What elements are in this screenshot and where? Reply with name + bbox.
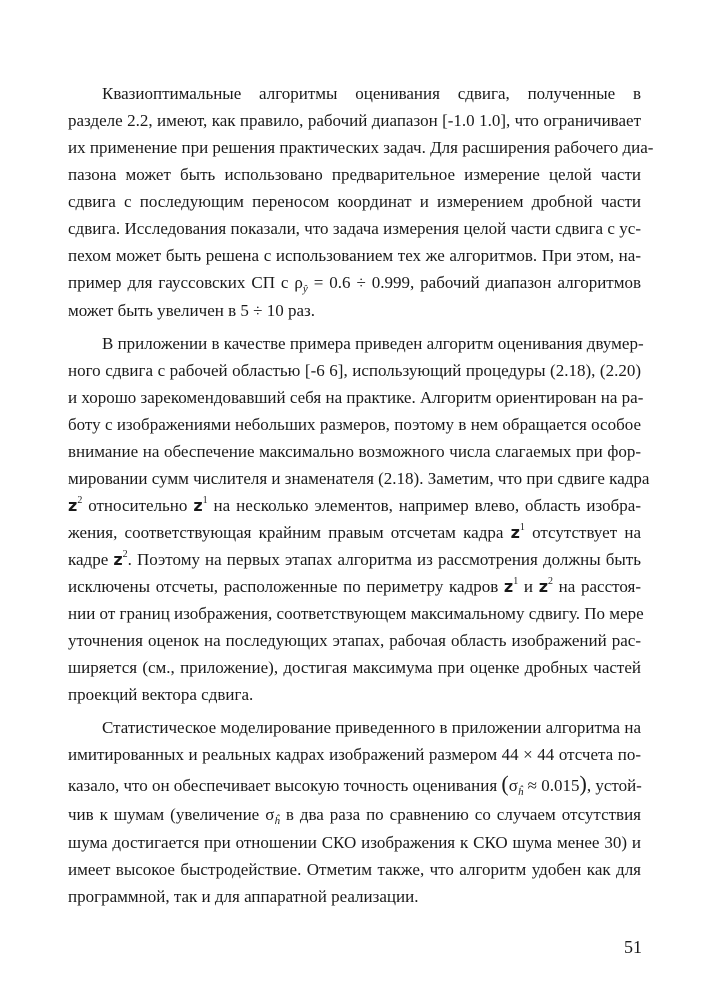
text-line: программной, так и для аппаратной реализации. bbox=[68, 887, 419, 906]
page-number: 51 bbox=[624, 937, 642, 957]
text-line: ширяется (см., приложение), достигая максимума при оценке дробных частей bbox=[68, 658, 641, 677]
text-line: мировании сумм числителя и знаменателя (2.18). Заметим, что при сдвиге кадра bbox=[68, 469, 650, 488]
vector-z: z bbox=[68, 496, 78, 515]
text-line: уточнения оценок на последующих этапах, рабочая область изображений рас- bbox=[68, 631, 641, 650]
text-line: кадре $z^2$. Поэтому на первых этапах алгоритма из рассмотрения должны быть bbox=[68, 549, 641, 569]
text-line: В приложении в качестве примера приведен алгоритм оценивания двумер- bbox=[102, 334, 644, 353]
text-line: сдвига. Исследования показали, что задача измерения целой части сдвига с ус- bbox=[68, 219, 641, 238]
text-line: чив к шумам (увеличение $\sigma_ĥ$ в два раза по сравнению со случаем отсутствия bbox=[68, 805, 641, 827]
text-line: их применение при решения практических задач. Для расширения рабочего диа- bbox=[68, 138, 654, 157]
text-line: может быть увеличен в 5 ÷ 10 раз. bbox=[68, 301, 315, 320]
vector-z: z bbox=[193, 496, 203, 515]
vector-z: z bbox=[510, 523, 520, 542]
vector-z: z bbox=[113, 550, 123, 569]
text-line: пехом может быть решена с использованием тех же алгоритмов. При этом, на- bbox=[68, 246, 641, 265]
text-line: ного сдвига с рабочей областью [-6 6], использующий процедуры (2.18), (2.20) bbox=[68, 361, 641, 380]
text-line: имитированных и реальных кадрах изображений размером 44 × 44 отсчета по- bbox=[68, 745, 641, 764]
vector-z: z bbox=[538, 577, 548, 596]
text-line: $z^2$ относительно $z^1$ на несколько элементов, например влево, область изобра- bbox=[68, 495, 641, 515]
text-line: разделе 2.2, имеют, как правило, рабочий диапазон [-1.0 1.0], что ограничивает bbox=[68, 111, 641, 130]
text-line: исключены отсчеты, расположенные по периметру кадров $z^1$ и $z^2$ на расстоя- bbox=[68, 576, 641, 596]
text-line: пример для гауссовских СП с $\rho_ŷ = 0.6 \div 0.999$, рабочий диапазон алгоритмов bbox=[68, 273, 642, 295]
text-line: сдвига с последующим переносом координат и измерением дробной части bbox=[68, 192, 641, 211]
text-line: Статистическое моделирование приведенного в приложении алгоритма на bbox=[102, 718, 641, 737]
formula-rho: $\rho_ŷ = 0.6 \div 0.999$ bbox=[294, 273, 410, 295]
text-line: боту с изображениями небольших размеров, поэтому в нем обращается особое bbox=[68, 415, 641, 434]
formula-sigma: $\sigma_ĥ$ bbox=[265, 805, 280, 827]
text-line: казало, что он обеспечивает высокую точность оценивания $(\sigma_ĥ \approx 0.015)$, устой- bbox=[68, 771, 642, 798]
text-line: пазона может быть использовано предварительное измерение целой части bbox=[68, 165, 641, 184]
text-line: Квазиоптимальные алгоритмы оценивания сдвига, полученные в bbox=[102, 84, 641, 103]
text-line: шума достигается при отношении СКО изображения к СКО шума менее 30) и bbox=[68, 833, 641, 852]
text-line: внимание на обеспечение максимально возможного числа слагаемых при фор- bbox=[68, 442, 641, 461]
vector-z: z bbox=[503, 577, 514, 596]
text-line: жения, соответствующая крайним правым отсчетам кадра $z^1$ отсутствует на bbox=[68, 522, 641, 542]
text-line: и хорошо зарекомендовавший себя на практике. Алгоритм ориентирован на ра- bbox=[68, 388, 644, 407]
formula-sigma-accuracy: $(\sigma_ĥ \approx 0.015)$ bbox=[501, 771, 587, 798]
text-line: имеет высокое быстродействие. Отметим также, что алгоритм удобен как для bbox=[68, 860, 641, 879]
text-line: проекций вектора сдвига. bbox=[68, 685, 254, 704]
text-line: нии от границ изображения, соответствующем максимальному сдвигу. По мере bbox=[68, 604, 644, 623]
